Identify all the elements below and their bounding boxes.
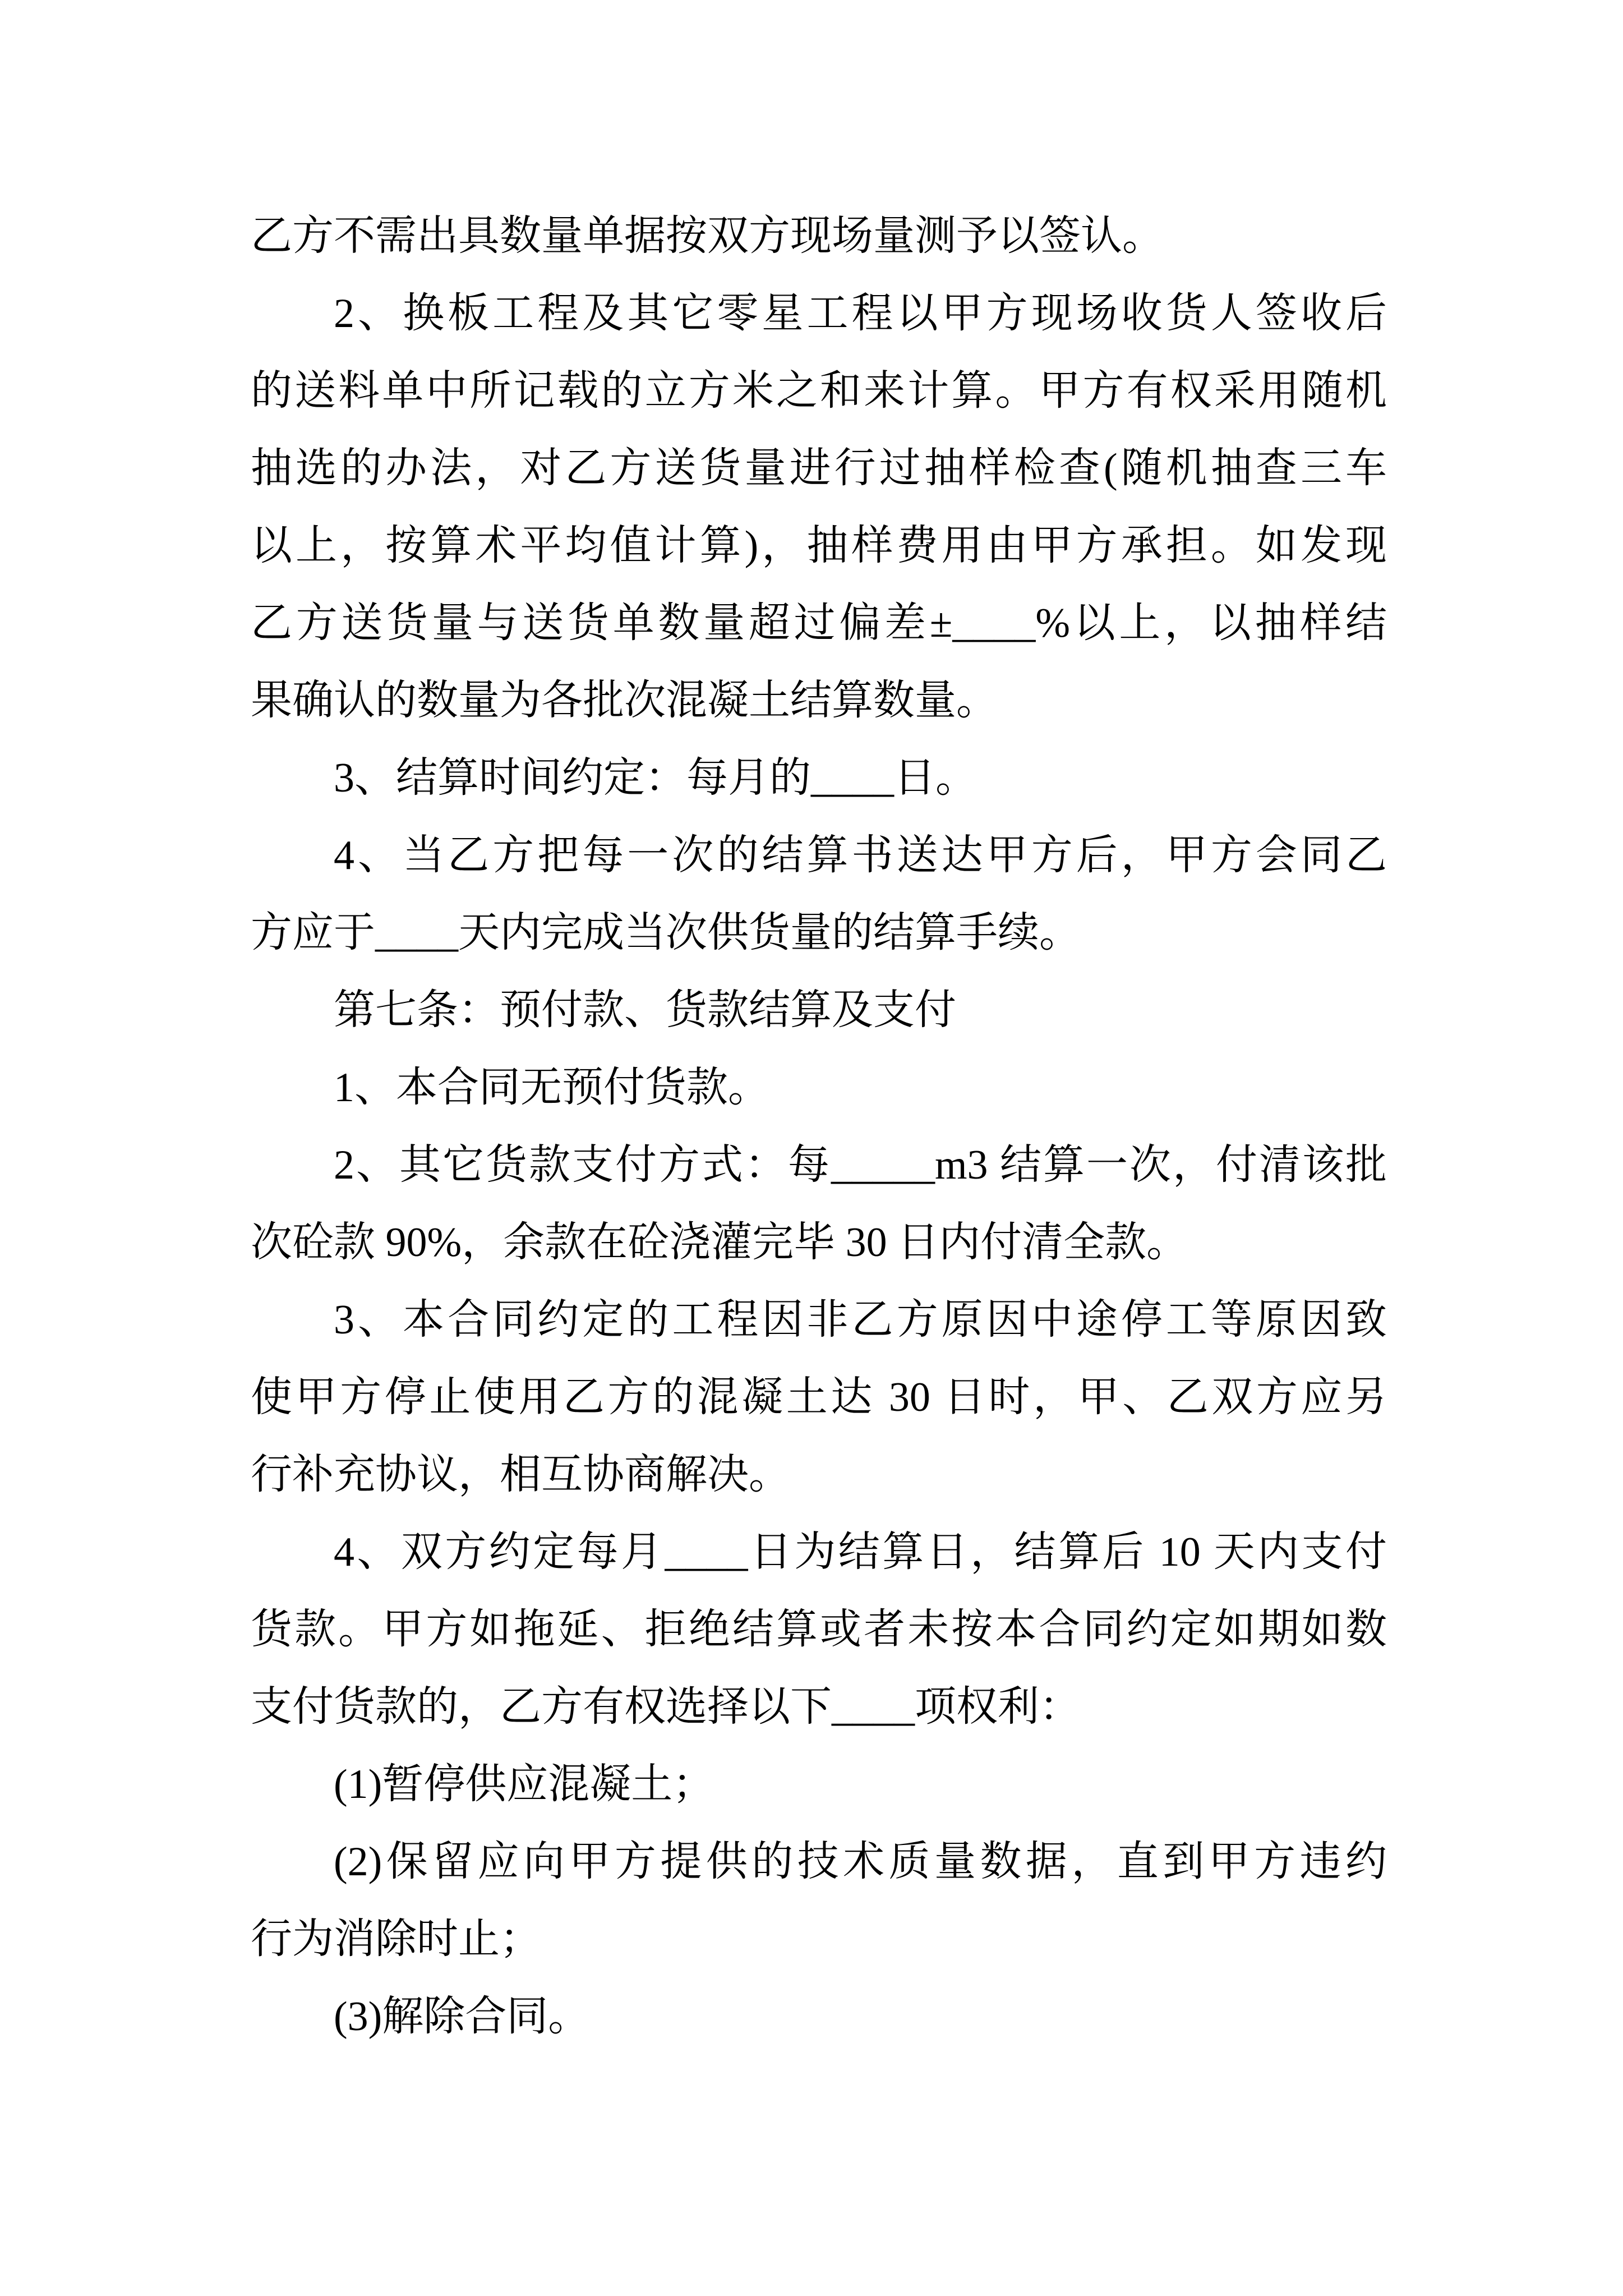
text-line: 使甲方停止使用乙方的混凝土达 30 日时，甲、乙双方应另 <box>251 1374 1387 1420</box>
sub-item-2 <box>251 1823 1387 1978</box>
text-line: 果确认的数量为各批次混凝土结算数量。 <box>251 678 998 724</box>
clause-item-2-paragraph <box>251 275 1387 739</box>
text-line: 4、双方约定每月____日为结算日，结算后 10 天内支付 <box>334 1529 1387 1575</box>
document-body <box>251 197 1387 2055</box>
text-line: (3)解除合同。 <box>334 1994 590 2040</box>
text-line: 乙方送货量与送货单数量超过偏差±____%以上，以抽样结 <box>251 600 1387 646</box>
text-line: 次砼款 90%，余款在砼浇灌完毕 30 日内付清全款。 <box>251 1220 1188 1266</box>
text-line: 1、本合同无预付货款。 <box>334 1065 769 1111</box>
text-line: 货款。甲方如拖延、拒绝结算或者未按本合同约定如期如数 <box>251 1607 1387 1653</box>
text-line: 的送料单中所记载的立方米之和来计算。甲方有权采用随机 <box>251 368 1387 414</box>
text-line: 行为消除时止； <box>251 1916 541 1962</box>
text-line: (2)保留应向甲方提供的技术质量数据，直到甲方违约 <box>334 1839 1387 1885</box>
text-line: (1)暂停供应混凝土； <box>334 1761 714 1807</box>
text-line: 4、当乙方把每一次的结算书送达甲方后，甲方会同乙 <box>334 832 1387 878</box>
continued-paragraph <box>251 197 1387 275</box>
text-line: 以上，按算术平均值计算)，抽样费用由甲方承担。如发现 <box>251 523 1387 569</box>
sub-item-3 <box>251 1978 1387 2055</box>
article-7-heading <box>251 972 1387 1049</box>
text-line: 抽选的办法，对乙方送货量进行过抽样检查(随机抽查三车 <box>251 445 1387 491</box>
text-line: 2、其它货款支付方式：每_____m3 结算一次，付清该批 <box>334 1142 1387 1188</box>
text-line: 3、本合同约定的工程因非乙方原因中途停工等原因致 <box>334 1297 1387 1343</box>
text-line: 乙方不需出具数量单据按双方现场量测予以签认。 <box>251 213 1164 259</box>
text-line: 支付货款的，乙方有权选择以下____项权利： <box>251 1684 1081 1730</box>
article-7-item-1 <box>251 1049 1387 1126</box>
clause-item-3-paragraph <box>251 739 1387 817</box>
clause-item-4-paragraph <box>251 817 1387 972</box>
text-line: 3、结算时间约定：每月的____日。 <box>334 755 977 801</box>
section-heading: 第七条：预付款、货款结算及支付 <box>334 987 956 1033</box>
article-7-item-2 <box>251 1126 1387 1281</box>
text-line: 2、换板工程及其它零星工程以甲方现场收货人签收后 <box>334 291 1387 337</box>
text-line: 方应于____天内完成当次供货量的结算手续。 <box>251 910 1081 956</box>
article-7-item-3 <box>251 1281 1387 1513</box>
sub-item-1 <box>251 1746 1387 1823</box>
article-7-item-4 <box>251 1513 1387 1746</box>
text-line: 行补充协议，相互协商解决。 <box>251 1452 790 1498</box>
